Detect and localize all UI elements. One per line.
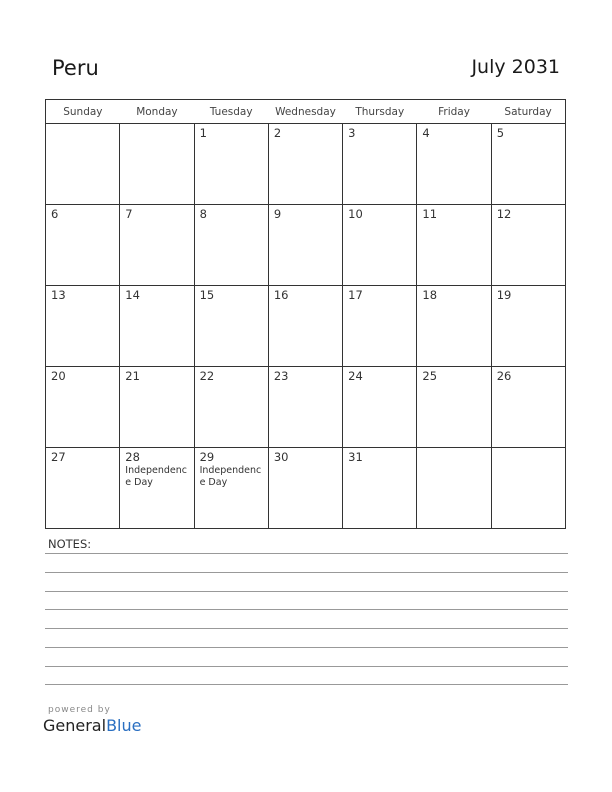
day-number: 2 — [273, 126, 282, 140]
holiday-label: Independence Day — [199, 465, 262, 488]
day-number: 30 — [273, 450, 289, 464]
weekday-friday: Friday — [417, 100, 491, 124]
day-number: 5 — [496, 126, 505, 140]
week-row-5 — [46, 448, 566, 529]
note-line — [45, 666, 568, 667]
generalblue-logo — [43, 716, 141, 735]
day-cell — [417, 124, 491, 205]
day-cell — [491, 448, 565, 529]
day-number: 27 — [51, 450, 66, 464]
day-cell — [268, 124, 342, 205]
weekday-tuesday: Tuesday — [194, 100, 268, 124]
calendar-grid — [45, 99, 566, 529]
day-cell — [46, 286, 120, 367]
day-cell — [268, 286, 342, 367]
note-line — [45, 591, 568, 592]
weekday-header-row — [46, 100, 566, 124]
day-cell — [491, 286, 565, 367]
day-number: 14 — [125, 288, 140, 302]
day-cell — [194, 286, 268, 367]
day-number: 8 — [199, 207, 207, 221]
weekday-sunday: Sunday — [46, 100, 120, 124]
day-number: 11 — [422, 207, 438, 221]
day-cell — [343, 448, 417, 529]
note-line — [45, 553, 568, 554]
day-cell — [46, 205, 120, 286]
week-row-1 — [46, 124, 566, 205]
note-line — [45, 647, 568, 648]
day-cell — [417, 367, 491, 448]
note-line — [45, 609, 568, 610]
day-number: 15 — [199, 288, 215, 302]
day-number: 29 — [199, 450, 215, 464]
week-row-3 — [46, 286, 566, 367]
powered-by-text: powered by — [48, 705, 111, 715]
day-cell — [343, 124, 417, 205]
day-cell — [46, 367, 120, 448]
day-number: 7 — [125, 207, 133, 221]
day-number: 31 — [348, 450, 363, 464]
country-title: Peru — [52, 56, 99, 80]
day-number: 17 — [348, 288, 363, 302]
month-year-title: July 2031 — [471, 56, 560, 78]
day-cell — [46, 124, 120, 205]
day-cell — [46, 448, 120, 529]
day-number: 6 — [51, 207, 59, 221]
day-number: 18 — [422, 288, 438, 302]
day-cell — [120, 448, 194, 529]
logo-blue-text: Blue — [106, 716, 142, 735]
day-number: 19 — [496, 288, 512, 302]
day-cell — [343, 367, 417, 448]
day-cell — [343, 205, 417, 286]
notes-label: NOTES: — [48, 537, 92, 551]
day-cell — [194, 448, 268, 529]
day-cell — [268, 205, 342, 286]
day-number: 9 — [273, 207, 282, 221]
day-number: 16 — [273, 288, 289, 302]
day-number: 12 — [496, 207, 512, 221]
day-number: 3 — [348, 126, 356, 140]
day-number: 13 — [51, 288, 66, 302]
note-line — [45, 572, 568, 573]
weekday-wednesday: Wednesday — [268, 100, 342, 124]
day-cell — [268, 367, 342, 448]
day-cell — [120, 205, 194, 286]
day-cell — [194, 124, 268, 205]
day-number: 23 — [273, 369, 289, 383]
day-number: 1 — [199, 126, 207, 140]
day-cell — [417, 286, 491, 367]
day-cell — [268, 448, 342, 529]
day-cell — [194, 367, 268, 448]
day-number: 24 — [348, 369, 363, 383]
day-number: 20 — [51, 369, 66, 383]
day-cell — [194, 205, 268, 286]
note-line — [45, 628, 568, 629]
day-cell — [120, 367, 194, 448]
day-cell — [491, 124, 565, 205]
day-number: 25 — [422, 369, 438, 383]
day-cell — [417, 205, 491, 286]
note-line — [45, 684, 568, 685]
day-number: 21 — [125, 369, 140, 383]
day-number: 26 — [496, 369, 512, 383]
day-cell — [343, 286, 417, 367]
day-number: 28 — [125, 450, 140, 464]
day-number: 4 — [422, 126, 430, 140]
weekday-saturday: Saturday — [491, 100, 565, 124]
holiday-label: Independence Day — [125, 465, 187, 488]
day-number: 10 — [348, 207, 363, 221]
day-cell — [120, 286, 194, 367]
day-cell — [417, 448, 491, 529]
day-cell — [491, 367, 565, 448]
day-number: 22 — [199, 369, 215, 383]
week-row-2 — [46, 205, 566, 286]
day-cell — [491, 205, 565, 286]
logo-general-text: General — [43, 716, 107, 735]
week-row-4 — [46, 367, 566, 448]
day-cell — [120, 124, 194, 205]
weekday-thursday: Thursday — [343, 100, 417, 124]
weekday-monday: Monday — [120, 100, 194, 124]
